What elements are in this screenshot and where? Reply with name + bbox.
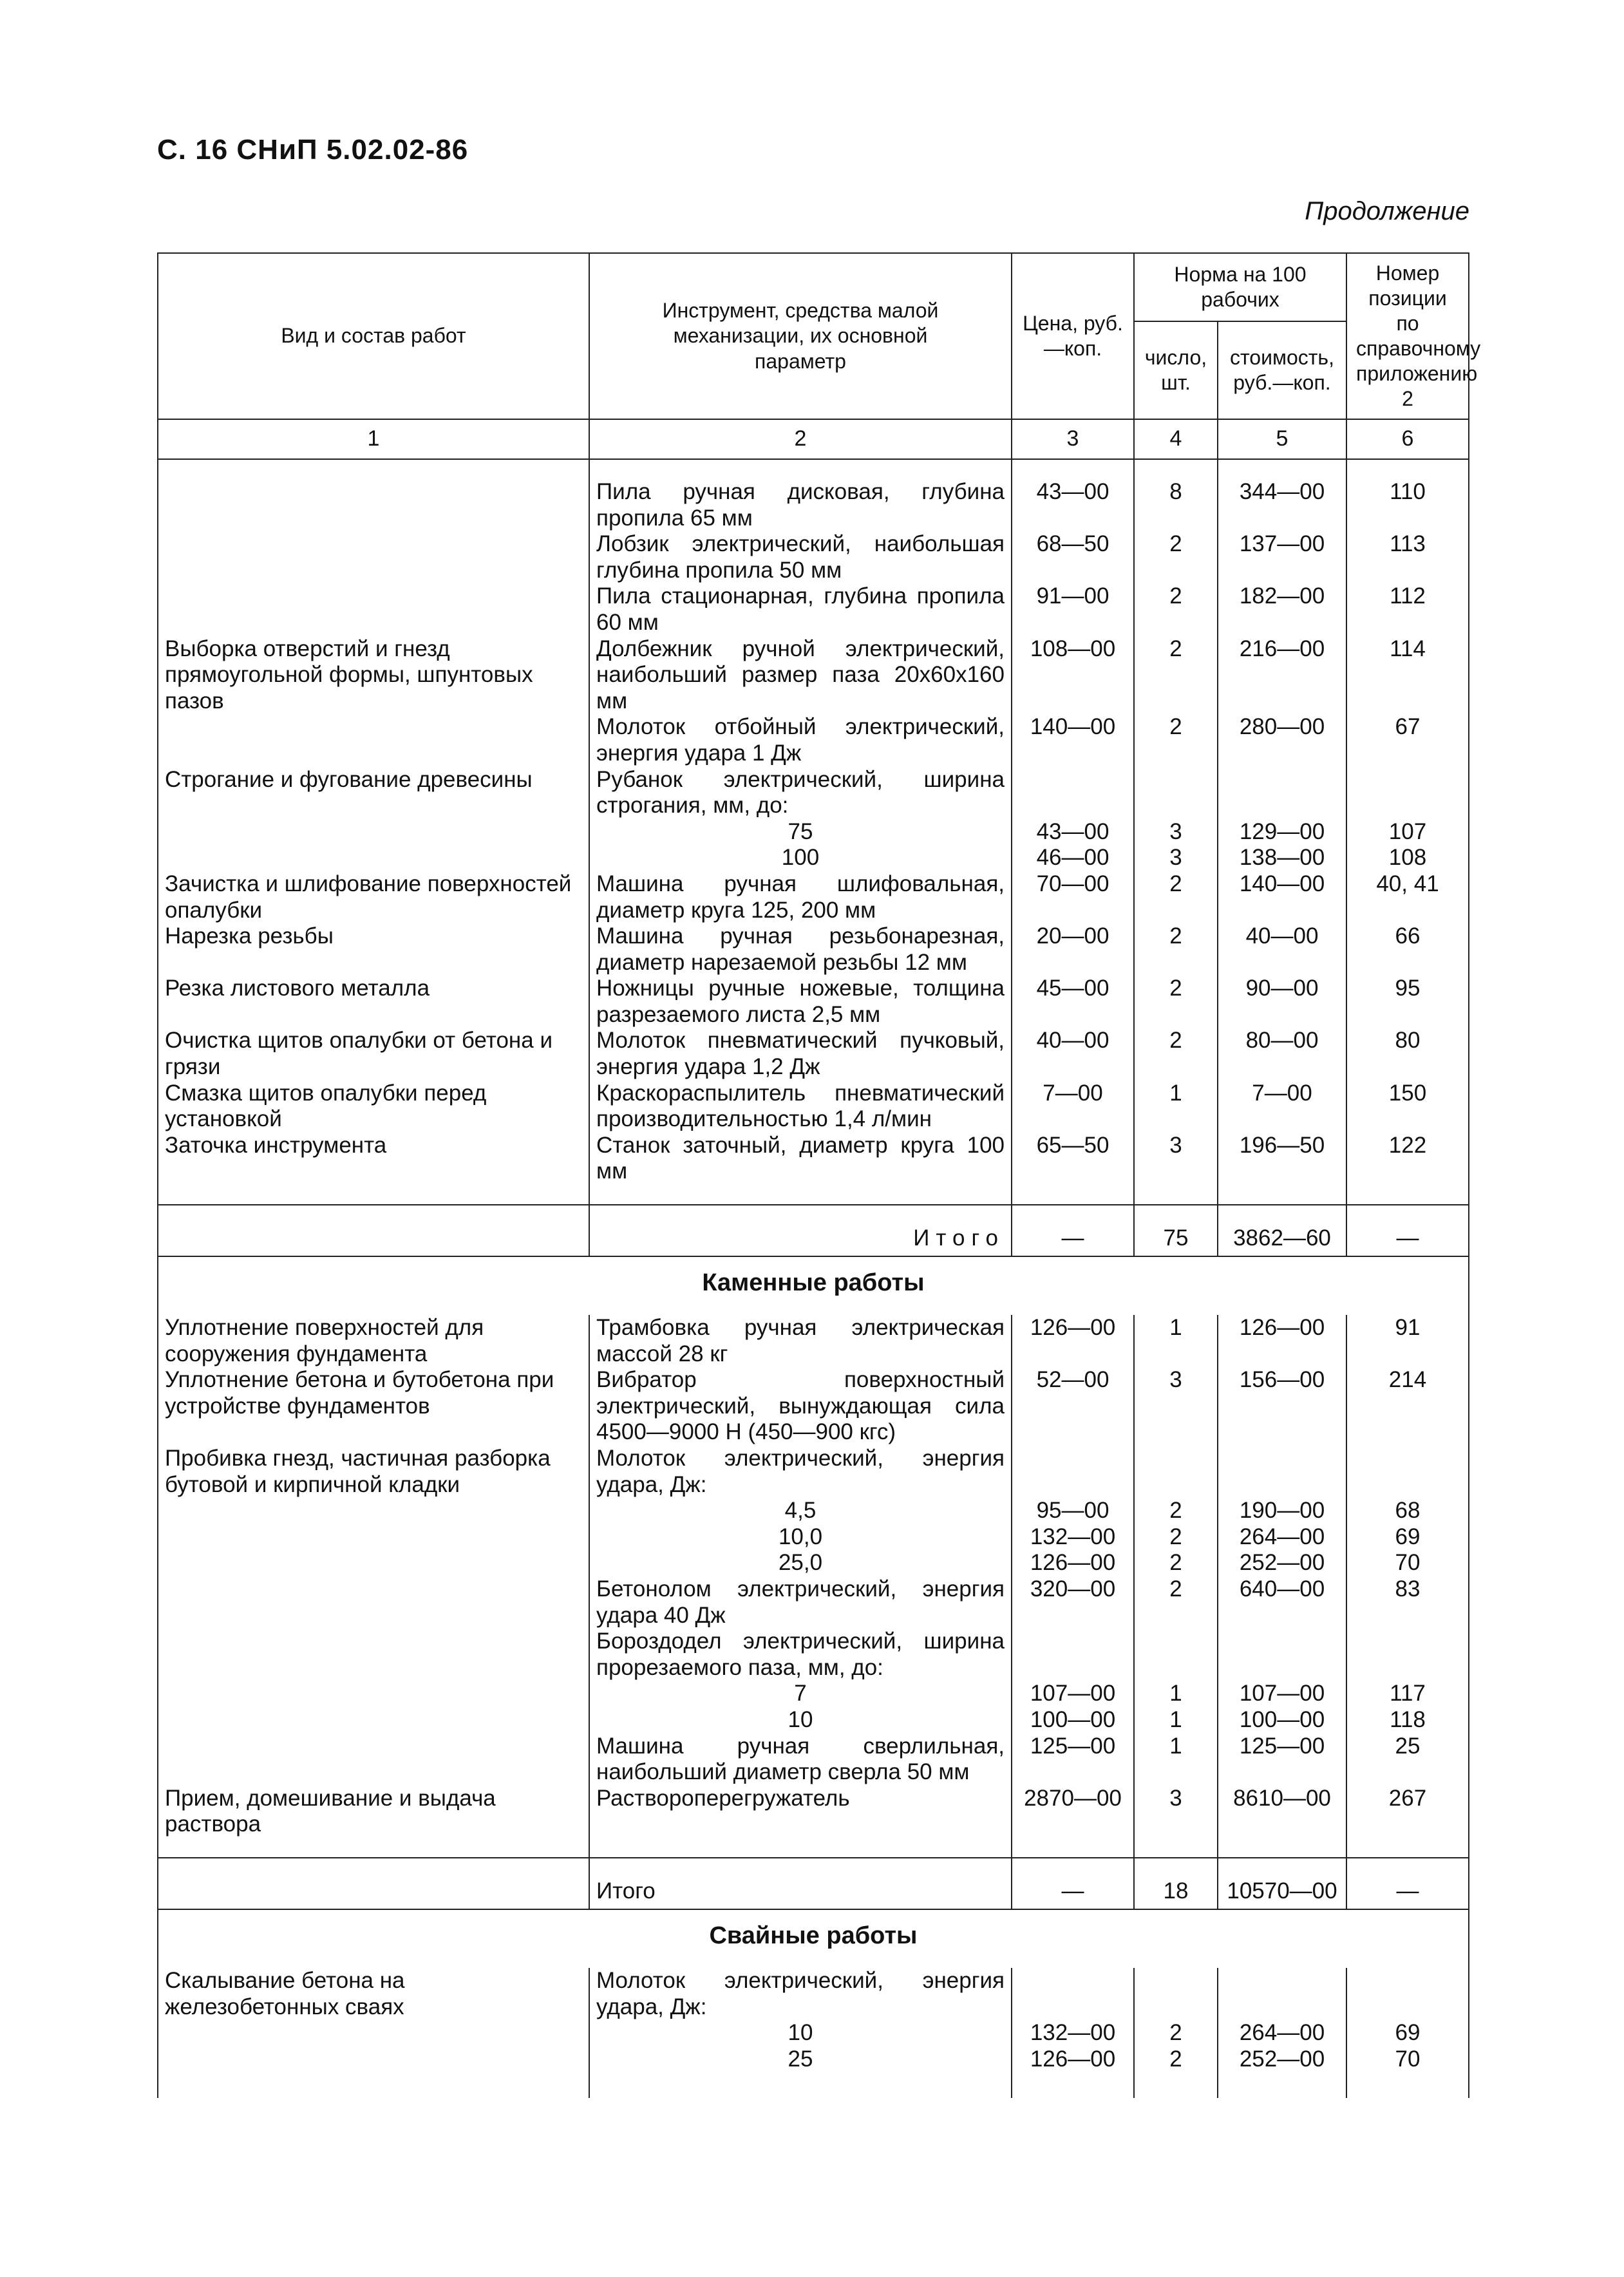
work-cell <box>158 714 589 766</box>
col-header-norm: Норма на 100 рабочих <box>1134 253 1346 321</box>
tool-subvalue-cell: 25 <box>589 2046 1012 2073</box>
position-cell: 110 <box>1346 479 1469 531</box>
count-cell: 3 <box>1134 1367 1218 1446</box>
section-title-masonry: Каменные работы <box>158 1256 1469 1315</box>
table-row <box>158 1786 1469 1838</box>
total-price: — <box>1012 1858 1134 1909</box>
table-row <box>158 819 1469 846</box>
tool-cell: Растворoперегружатель <box>589 1786 1012 1838</box>
tool-subvalue-cell: 7 <box>589 1681 1012 1707</box>
price-cell: 20—00 <box>1012 923 1134 976</box>
tool-cell: Молоток электрический, энергия удара, Дж: <box>589 1968 1012 2020</box>
position-cell: 108 <box>1346 845 1469 871</box>
total-position: — <box>1346 1858 1469 1909</box>
col-header-work: Вид и состав работ <box>158 253 589 419</box>
count-cell: 2 <box>1134 1524 1218 1551</box>
carpentry-block <box>158 459 1469 1185</box>
work-cell <box>158 531 589 583</box>
position-cell: 122 <box>1346 1133 1469 1185</box>
table-row <box>158 976 1469 1028</box>
cost-cell: 216—00 <box>1218 636 1346 715</box>
tool-subvalue-cell: 25,0 <box>589 1550 1012 1576</box>
count-cell <box>1134 1968 1218 2020</box>
work-cell <box>158 1550 589 1576</box>
cost-cell: 264—00 <box>1218 2020 1346 2046</box>
count-cell: 1 <box>1134 1315 1218 1367</box>
price-cell: 7—00 <box>1012 1081 1134 1133</box>
tool-cell: Рубанок электрический, ширина строгания, мм, до: <box>589 767 1012 819</box>
work-cell: Смазка щитов опалубки перед установкой <box>158 1081 589 1133</box>
position-cell: 112 <box>1346 583 1469 636</box>
section-title-piles: Свайные работы <box>158 1909 1469 1968</box>
piling-block <box>158 1968 1469 2072</box>
count-cell: 2 <box>1134 2046 1218 2073</box>
work-cell: Пробивка гнезд, частичная разборка бутовой и кирпичной кладки <box>158 1446 589 1498</box>
count-cell: 2 <box>1134 714 1218 766</box>
count-cell: 3 <box>1134 819 1218 846</box>
count-cell: 2 <box>1134 871 1218 923</box>
position-cell: 83 <box>1346 1576 1469 1629</box>
cost-cell: 280—00 <box>1218 714 1346 766</box>
tool-cell: Ножницы ручные ножевые, толщина разрезаемого листа 2,5 мм <box>589 976 1012 1028</box>
position-cell: 80 <box>1346 1028 1469 1080</box>
tool-cell: Лобзик электрический, наибольшая глубина пропила 50 мм <box>589 531 1012 583</box>
cost-cell: 138—00 <box>1218 845 1346 871</box>
work-cell: Очистка щитов опалубки от бетона и грязи <box>158 1028 589 1080</box>
total-label: Итого <box>589 1858 1012 1909</box>
tool-cell: Трамбовка ручная электрическая массой 28 кг <box>589 1315 1012 1367</box>
table-row <box>158 1498 1469 1524</box>
work-cell: Уплотнение бетона и бутобетона при устройстве фундаментов <box>158 1367 589 1446</box>
table-row <box>158 1550 1469 1576</box>
tool-cell: Краскораспылитель пневматический производительностью 1,4 л/мин <box>589 1081 1012 1133</box>
count-cell: 2 <box>1134 1028 1218 1080</box>
work-cell: Уплотнение поверхностей для сооружения фундамента <box>158 1315 589 1367</box>
price-cell: 107—00 <box>1012 1681 1134 1707</box>
col-header-price: Цена, руб.—коп. <box>1012 253 1134 419</box>
cost-cell <box>1218 1446 1346 1498</box>
count-cell: 1 <box>1134 1081 1218 1133</box>
count-cell: 3 <box>1134 845 1218 871</box>
tool-subvalue-cell: 4,5 <box>589 1498 1012 1524</box>
cost-cell: 264—00 <box>1218 1524 1346 1551</box>
column-number-row <box>158 419 1469 459</box>
price-cell: 126—00 <box>1012 1315 1134 1367</box>
count-cell: 2 <box>1134 1550 1218 1576</box>
count-cell: 8 <box>1134 479 1218 531</box>
total-price: — <box>1012 1205 1134 1256</box>
tool-subvalue-cell: 75 <box>589 819 1012 846</box>
price-cell: 91—00 <box>1012 583 1134 636</box>
cost-cell: 344—00 <box>1218 479 1346 531</box>
price-cell <box>1012 1446 1134 1498</box>
total-row-1 <box>158 1185 1469 1315</box>
work-cell <box>158 819 589 846</box>
tool-cell: Молоток пневматический пучковый, энергия удара 1,2 Дж <box>589 1028 1012 1080</box>
tool-cell: Машина ручная шлифовальная, диаметр круга 125, 200 мм <box>589 871 1012 923</box>
position-cell: 68 <box>1346 1498 1469 1524</box>
position-cell: 267 <box>1346 1786 1469 1838</box>
table-row <box>158 1734 1469 1786</box>
tool-subvalue-cell: 100 <box>589 845 1012 871</box>
table-row <box>158 714 1469 766</box>
position-cell <box>1346 767 1469 819</box>
col-header-count: число, шт. <box>1134 321 1218 419</box>
table-row <box>158 1315 1469 1367</box>
continuation-label: Продолжение <box>1305 197 1469 225</box>
table-row <box>158 583 1469 636</box>
work-cell: Строгание и фугование древесины <box>158 767 589 819</box>
total-count: 18 <box>1134 1858 1218 1909</box>
position-cell: 150 <box>1346 1081 1469 1133</box>
tool-cell: Пила ручная дисковая, глубина пропила 65 мм <box>589 479 1012 531</box>
table-row <box>158 1524 1469 1551</box>
col-number: 5 <box>1218 419 1346 459</box>
col-header-tool: Инструмент, средства малой механизации, их основной параметр <box>589 253 1012 419</box>
price-cell: 70—00 <box>1012 871 1134 923</box>
work-cell <box>158 1629 589 1681</box>
total-label: Итого <box>589 1205 1012 1256</box>
count-cell: 2 <box>1134 2020 1218 2046</box>
table-row <box>158 1446 1469 1498</box>
position-cell: 214 <box>1346 1367 1469 1446</box>
count-cell <box>1134 1629 1218 1681</box>
count-cell: 1 <box>1134 1734 1218 1786</box>
position-cell: 117 <box>1346 1681 1469 1707</box>
price-cell: 43—00 <box>1012 479 1134 531</box>
position-cell: 69 <box>1346 1524 1469 1551</box>
price-cell: 132—00 <box>1012 2020 1134 2046</box>
table-row <box>158 636 1469 715</box>
total-position: — <box>1346 1205 1469 1256</box>
cost-cell: 125—00 <box>1218 1734 1346 1786</box>
total-count: 75 <box>1134 1205 1218 1256</box>
col-header-position: Номер позиции по справочному приложению 2 <box>1346 253 1469 419</box>
tool-cell: Бетонолом электрический, энергия удара 40 Дж <box>589 1576 1012 1629</box>
work-cell <box>158 1681 589 1707</box>
tool-cell: Бороздодел электрический, ширина прорезаемого паза, мм, до: <box>589 1629 1012 1681</box>
cost-cell: 190—00 <box>1218 1498 1346 1524</box>
position-cell: 107 <box>1346 819 1469 846</box>
table-row <box>158 1028 1469 1080</box>
tool-cell: Машина ручная сверлильная, наибольший диаметр сверла 50 мм <box>589 1734 1012 1786</box>
tool-cell: Молоток отбойный электрический, энергия удара 1 Дж <box>589 714 1012 766</box>
col-number: 6 <box>1346 419 1469 459</box>
position-cell: 113 <box>1346 531 1469 583</box>
work-cell <box>158 845 589 871</box>
table-row <box>158 845 1469 871</box>
work-cell <box>158 583 589 636</box>
tool-subvalue-cell: 10 <box>589 2020 1012 2046</box>
tool-cell: Пила стационарная, глубина пропила 60 мм <box>589 583 1012 636</box>
table-row <box>158 531 1469 583</box>
cost-cell: 182—00 <box>1218 583 1346 636</box>
price-cell: 320—00 <box>1012 1576 1134 1629</box>
work-cell <box>158 1576 589 1629</box>
table-row <box>158 1133 1469 1185</box>
table-row <box>158 1968 1469 2020</box>
count-cell <box>1134 767 1218 819</box>
count-cell <box>1134 1446 1218 1498</box>
price-cell: 100—00 <box>1012 1707 1134 1734</box>
cost-cell: 100—00 <box>1218 1707 1346 1734</box>
count-cell: 2 <box>1134 583 1218 636</box>
table-row <box>158 1681 1469 1707</box>
total-cost: 10570—00 <box>1218 1858 1346 1909</box>
cost-cell: 7—00 <box>1218 1081 1346 1133</box>
price-cell <box>1012 1968 1134 2020</box>
count-cell: 2 <box>1134 1498 1218 1524</box>
count-cell: 2 <box>1134 1576 1218 1629</box>
table-row <box>158 871 1469 923</box>
cost-cell: 40—00 <box>1218 923 1346 976</box>
work-cell <box>158 1524 589 1551</box>
table-row <box>158 479 1469 531</box>
price-cell: 140—00 <box>1012 714 1134 766</box>
cost-cell: 126—00 <box>1218 1315 1346 1367</box>
cost-cell: 156—00 <box>1218 1367 1346 1446</box>
work-cell <box>158 1707 589 1734</box>
table-row <box>158 2020 1469 2046</box>
price-cell: 45—00 <box>1012 976 1134 1028</box>
masonry-block <box>158 1315 1469 1838</box>
norms-table <box>157 252 1481 2098</box>
price-cell: 108—00 <box>1012 636 1134 715</box>
col-number: 1 <box>158 419 589 459</box>
work-cell: Скалывание бетона на железобетонных сваях <box>158 1968 589 2020</box>
work-cell <box>158 2020 589 2046</box>
price-cell: 126—00 <box>1012 2046 1134 2073</box>
cost-cell: 640—00 <box>1218 1576 1346 1629</box>
work-cell <box>158 1498 589 1524</box>
cost-cell: 129—00 <box>1218 819 1346 846</box>
position-cell: 67 <box>1346 714 1469 766</box>
position-cell: 69 <box>1346 2020 1469 2046</box>
position-cell: 25 <box>1346 1734 1469 1786</box>
price-cell: 40—00 <box>1012 1028 1134 1080</box>
position-cell <box>1346 1968 1469 2020</box>
total-cost: 3862—60 <box>1218 1205 1346 1256</box>
cost-cell: 140—00 <box>1218 871 1346 923</box>
work-cell: Нарезка резьбы <box>158 923 589 976</box>
table-row <box>158 767 1469 819</box>
work-cell: Выборка отверстий и гнезд прямоугольной формы, шпунтовых пазов <box>158 636 589 715</box>
count-cell: 2 <box>1134 531 1218 583</box>
cost-cell: 196—50 <box>1218 1133 1346 1185</box>
cost-cell: 252—00 <box>1218 1550 1346 1576</box>
cost-cell <box>1218 1629 1346 1681</box>
position-cell: 118 <box>1346 1707 1469 1734</box>
work-cell <box>158 479 589 531</box>
work-cell: Зачистка и шлифование поверхностей опалубки <box>158 871 589 923</box>
count-cell: 1 <box>1134 1681 1218 1707</box>
price-cell: 68—50 <box>1012 531 1134 583</box>
total-row-2 <box>158 1838 1469 1968</box>
price-cell: 65—50 <box>1012 1133 1134 1185</box>
work-cell: Заточка инструмента <box>158 1133 589 1185</box>
cost-cell: 80—00 <box>1218 1028 1346 1080</box>
work-cell: Прием, домешивание и выдача раствора <box>158 1786 589 1838</box>
price-cell <box>1012 767 1134 819</box>
cost-cell <box>1218 1968 1346 2020</box>
cost-cell: 252—00 <box>1218 2046 1346 2073</box>
count-cell: 3 <box>1134 1786 1218 1838</box>
col-header-cost: стоимость, руб.—коп. <box>1218 321 1346 419</box>
col-number: 3 <box>1012 419 1134 459</box>
table-row <box>158 1367 1469 1446</box>
tool-cell: Молоток электрический, энергия удара, Дж: <box>589 1446 1012 1498</box>
price-cell: 46—00 <box>1012 845 1134 871</box>
table-row <box>158 1707 1469 1734</box>
table-row <box>158 1576 1469 1629</box>
tool-cell: Машина ручная резьбонарезная, диаметр нарезаемой резьбы 12 мм <box>589 923 1012 976</box>
tool-cell: Долбежник ручной электрический, наибольший размер паза 20х60х160 мм <box>589 636 1012 715</box>
page-header: С. 16 СНиП 5.02.02-86 <box>157 134 469 165</box>
price-cell: 132—00 <box>1012 1524 1134 1551</box>
position-cell: 95 <box>1346 976 1469 1028</box>
work-cell <box>158 1734 589 1786</box>
price-cell: 52—00 <box>1012 1367 1134 1446</box>
tool-subvalue-cell: 10 <box>589 1707 1012 1734</box>
cost-cell: 90—00 <box>1218 976 1346 1028</box>
cost-cell: 137—00 <box>1218 531 1346 583</box>
table-row <box>158 1081 1469 1133</box>
position-cell: 40, 41 <box>1346 871 1469 923</box>
position-cell <box>1346 1629 1469 1681</box>
cost-cell: 107—00 <box>1218 1681 1346 1707</box>
count-cell: 2 <box>1134 636 1218 715</box>
position-cell: 91 <box>1346 1315 1469 1367</box>
count-cell: 1 <box>1134 1707 1218 1734</box>
table-row <box>158 2046 1469 2073</box>
price-cell: 126—00 <box>1012 1550 1134 1576</box>
col-number: 4 <box>1134 419 1218 459</box>
count-cell: 3 <box>1134 1133 1218 1185</box>
table-row <box>158 923 1469 976</box>
position-cell <box>1346 1446 1469 1498</box>
cost-cell: 8610—00 <box>1218 1786 1346 1838</box>
tool-cell: Вибратор поверхностный электрический, вынуждающая сила 4500—9000 Н (450—900 кгс) <box>589 1367 1012 1446</box>
cost-cell <box>1218 767 1346 819</box>
work-cell: Резка листового металла <box>158 976 589 1028</box>
count-cell: 2 <box>1134 976 1218 1028</box>
position-cell: 70 <box>1346 2046 1469 2073</box>
position-cell: 70 <box>1346 1550 1469 1576</box>
price-cell: 125—00 <box>1012 1734 1134 1786</box>
price-cell: 2870—00 <box>1012 1786 1134 1838</box>
position-cell: 114 <box>1346 636 1469 715</box>
count-cell: 2 <box>1134 923 1218 976</box>
price-cell <box>1012 1629 1134 1681</box>
position-cell: 66 <box>1346 923 1469 976</box>
work-cell <box>158 2046 589 2073</box>
price-cell: 95—00 <box>1012 1498 1134 1524</box>
tool-cell: Станок заточный, диаметр круга 100 мм <box>589 1133 1012 1185</box>
tool-subvalue-cell: 10,0 <box>589 1524 1012 1551</box>
price-cell: 43—00 <box>1012 819 1134 846</box>
col-number: 2 <box>589 419 1012 459</box>
table-row <box>158 1629 1469 1681</box>
